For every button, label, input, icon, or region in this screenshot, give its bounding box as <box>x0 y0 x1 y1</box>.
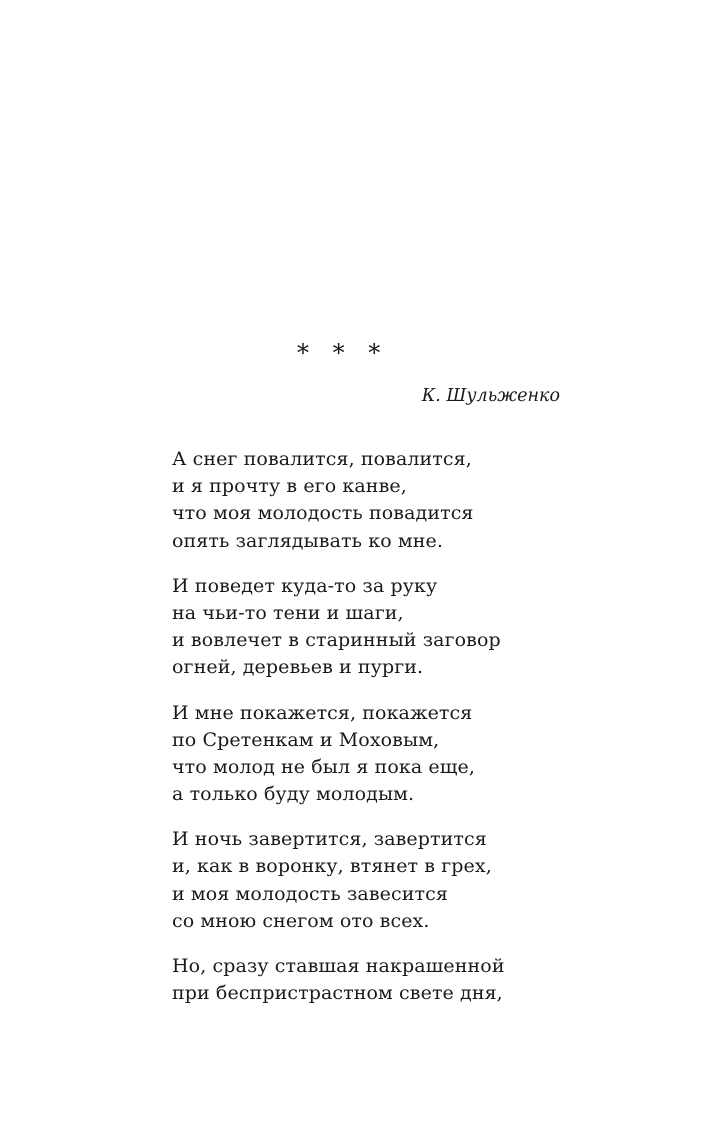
poem-line: и вовлечет в старинный заговор <box>172 629 501 652</box>
poem-line: и моя молодость завесится <box>172 882 448 905</box>
poem-line: а только буду молодым. <box>172 783 415 806</box>
stanza-2 <box>172 573 652 682</box>
poem-line: огней, деревьев и пурги. <box>172 656 424 679</box>
poem-body <box>172 446 652 1025</box>
poem-line: и, как в воронку, втянет в грех, <box>172 855 492 878</box>
poem-line: и я прочту в его канве, <box>172 475 407 498</box>
poem-line: И поведет куда-то за руку <box>172 574 438 597</box>
poem-line: Но, сразу ставшая накрашенной <box>172 955 505 977</box>
poem-line: по Сретенкам и Моховым, <box>172 728 440 751</box>
section-separator-asterisks: * * * <box>297 339 389 367</box>
stanza-3 <box>172 700 652 809</box>
poem-line: при беспристрастном свете дня, <box>172 982 503 1005</box>
stanza-1 <box>172 446 652 555</box>
poem-line: со мною снегом ото всех. <box>172 909 430 932</box>
poem-line: И ночь завертится, завертится <box>172 828 487 851</box>
poem-line: что молод не был я пока еще, <box>172 755 475 778</box>
poem-line: опять заглядывать ко мне. <box>172 529 444 552</box>
poem-line: И мне покажется, покажется <box>172 701 473 724</box>
dedication: К. Шульженко <box>421 386 560 406</box>
poem-line: на чьи-то тени и шаги, <box>172 601 404 624</box>
stanza-4 <box>172 826 652 935</box>
stanza-5 <box>172 953 652 1007</box>
poem-line: А снег повалится, повалится, <box>172 448 472 470</box>
poem-line: что моя молодость повадится <box>172 502 474 525</box>
